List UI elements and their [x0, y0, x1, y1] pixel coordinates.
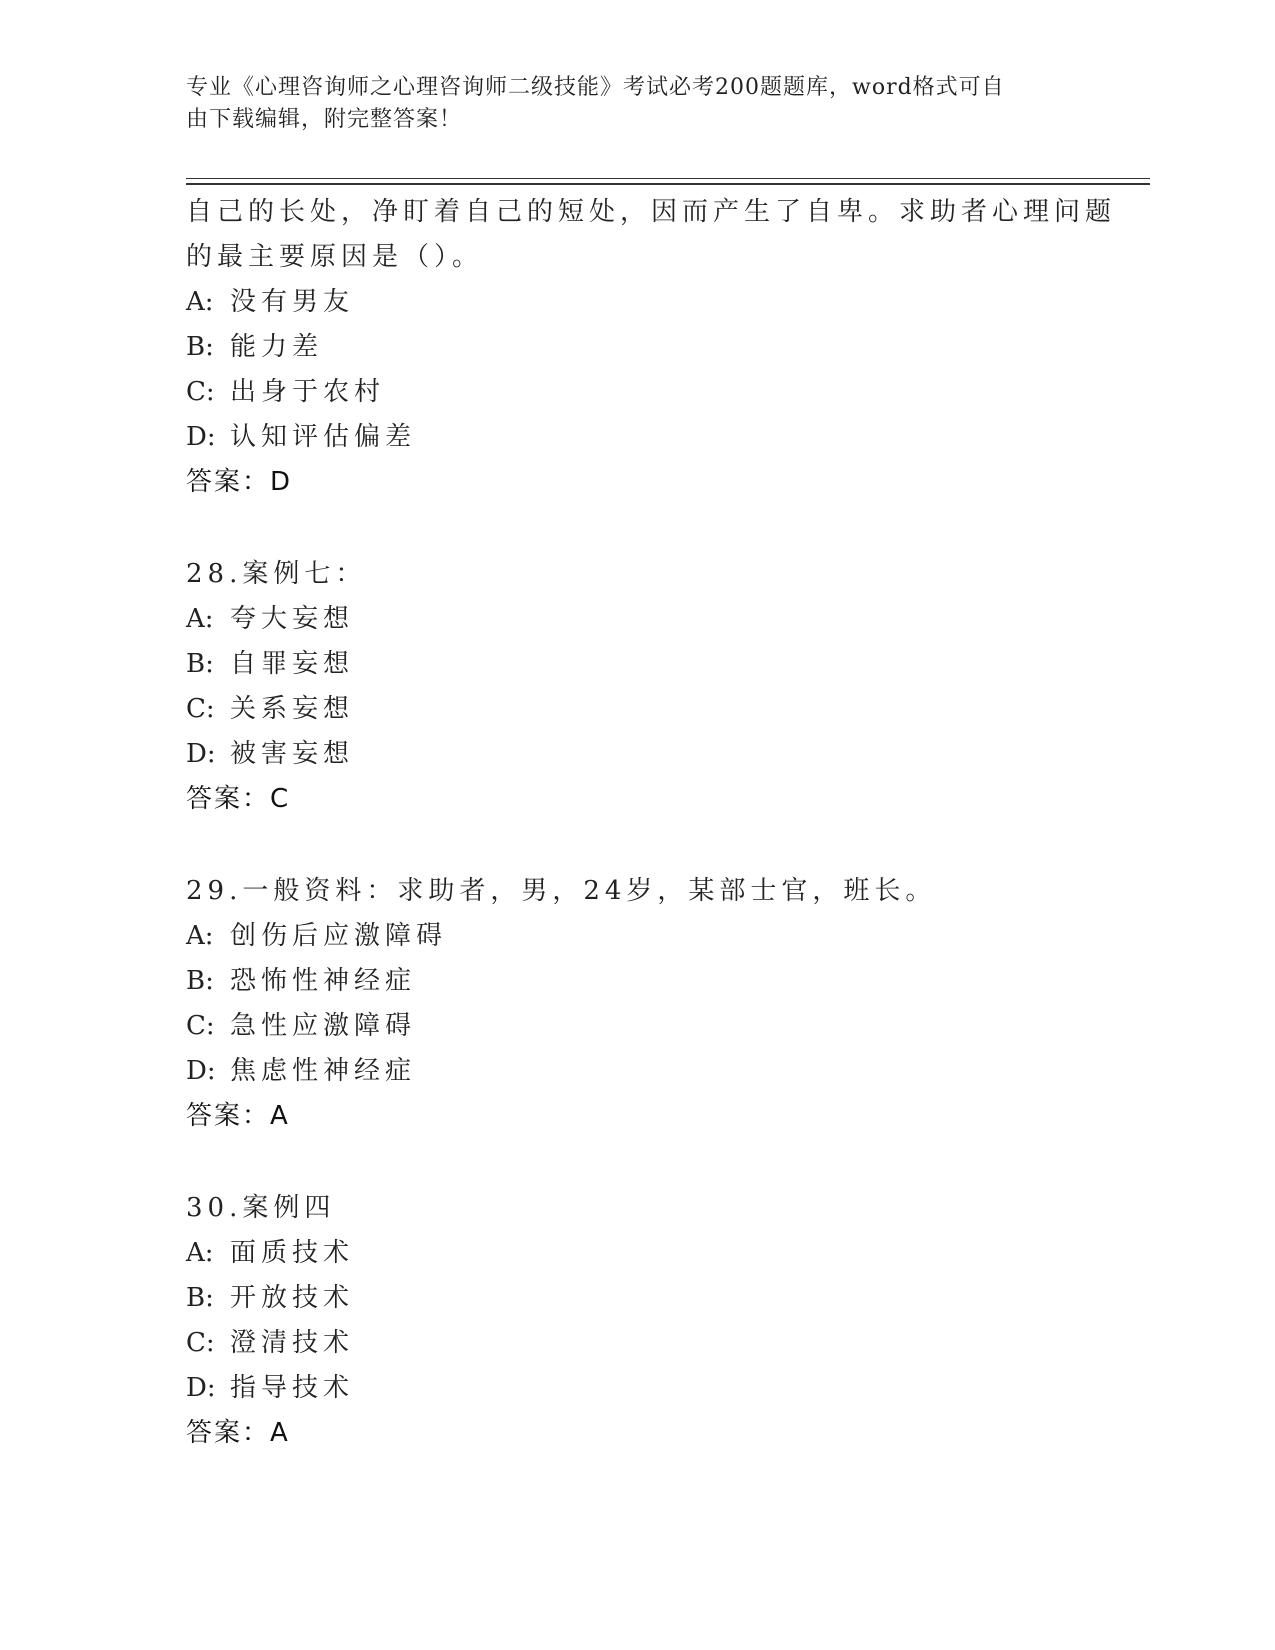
option-text: 关系妄想: [230, 694, 355, 724]
document-header: [186, 72, 1066, 136]
option-c: [186, 687, 1086, 732]
option-text: 创伤后应激障碍: [230, 921, 448, 951]
option-letter: B:: [186, 1283, 214, 1313]
option-letter: C:: [186, 694, 215, 724]
option-text: 急性应激障碍: [230, 1011, 417, 1041]
option-b: [186, 959, 1086, 1004]
option-b: [186, 1276, 1086, 1321]
option-c: [186, 1321, 1086, 1366]
option-letter: A:: [186, 921, 214, 951]
option-d: [186, 1049, 1086, 1094]
option-text: 自罪妄想: [230, 649, 355, 679]
spacer: [186, 822, 1086, 869]
option-text: 指导技术: [230, 1373, 355, 1403]
option-letter: B:: [186, 332, 214, 362]
question-stem: 28.案例七：: [186, 559, 367, 589]
option-text: 认知评估偏差: [230, 422, 417, 452]
option-letter: D:: [186, 739, 216, 769]
option-a: [186, 1231, 1086, 1276]
option-text: 恐怖性神经症: [230, 966, 417, 996]
header-divider-thin: [186, 178, 1150, 179]
option-text: 开放技术: [230, 1283, 355, 1313]
option-text: 面质技术: [230, 1238, 355, 1268]
answer-line: 答案：A: [186, 1101, 290, 1131]
option-letter: D:: [186, 1056, 216, 1086]
option-letter: A:: [186, 1238, 214, 1268]
answer-line: 答案：C: [186, 784, 291, 814]
spacer: [186, 1139, 1086, 1186]
option-c: [186, 370, 1086, 415]
option-b: [186, 325, 1086, 370]
option-letter: C:: [186, 1011, 215, 1041]
option-letter: D:: [186, 422, 216, 452]
spacer: [186, 505, 1086, 552]
option-a: [186, 597, 1086, 642]
option-c: [186, 1004, 1086, 1049]
option-text: 焦虑性神经症: [230, 1056, 417, 1086]
option-text: 被害妄想: [230, 739, 355, 769]
option-text: 夸大妄想: [230, 604, 355, 634]
option-d: [186, 415, 1086, 460]
option-text: 没有男友: [230, 287, 355, 317]
option-a: [186, 914, 1086, 959]
option-text: 能力差: [230, 332, 324, 362]
option-a: [186, 280, 1086, 325]
answer-line: 答案：D: [186, 467, 293, 497]
option-letter: B:: [186, 649, 214, 679]
option-b: [186, 642, 1086, 687]
intro-line-2: 的最主要原因是（）。: [186, 242, 484, 272]
option-letter: C:: [186, 377, 215, 407]
header-line-1: 专业《心理咨询师之心理咨询师二级技能》考试必考200题题库，word格式可自: [186, 75, 1005, 100]
option-text: 澄清技术: [230, 1328, 355, 1358]
header-line-2: 由下载编辑，附完整答案！: [186, 107, 463, 132]
option-letter: B:: [186, 966, 214, 996]
option-letter: A:: [186, 604, 214, 634]
option-letter: A:: [186, 287, 214, 317]
header-divider-thick: [186, 183, 1150, 185]
option-text: 出身于农村: [230, 377, 386, 407]
question-stem: 29.一般资料：求助者，男，24岁，某部士官，班长。: [186, 876, 937, 906]
intro-line-1: 自己的长处，净盯着自己的短处，因而产生了自卑。求助者心理问题: [186, 197, 1117, 227]
question-content: [186, 190, 1117, 1456]
option-d: [186, 1366, 1086, 1411]
option-letter: C:: [186, 1328, 215, 1358]
option-d: [186, 732, 1086, 777]
option-letter: D:: [186, 1373, 216, 1403]
question-stem: 30.案例四: [186, 1193, 336, 1223]
answer-line: 答案：A: [186, 1418, 290, 1448]
